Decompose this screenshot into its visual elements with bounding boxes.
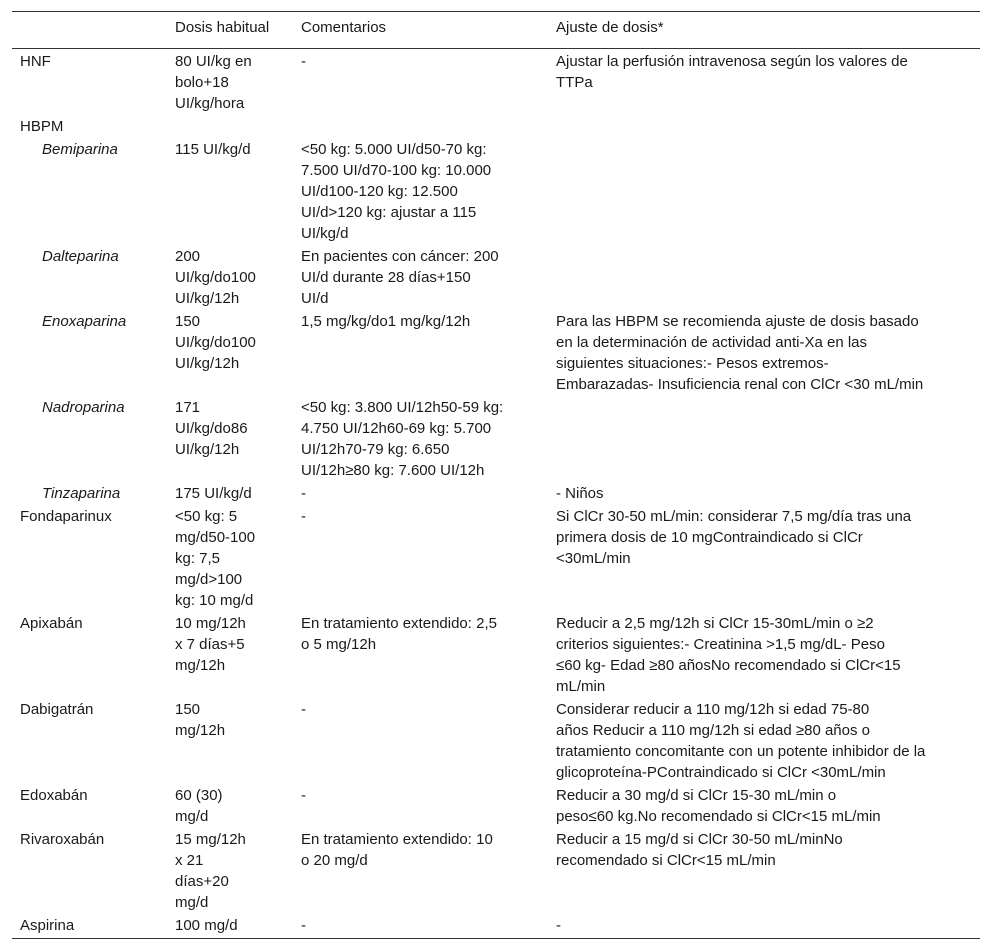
header-drug <box>12 12 167 49</box>
dose-adjustment: Reducir a 15 mg/d si ClCr 30-50 mL/minNo recomendado si ClCr<15 mL/min <box>556 831 843 869</box>
table-row <box>12 395 980 481</box>
header-usual-dose: Dosis habitual <box>167 12 293 49</box>
comments: - <box>301 787 306 804</box>
comments: - <box>301 485 306 502</box>
comments: En tratamiento extendido: 2,5 o 5 mg/12h <box>301 615 497 653</box>
comments: - <box>301 53 306 70</box>
usual-dose: 115 UI/kg/d <box>175 141 251 158</box>
usual-dose: 10 mg/12h x 7 días+5 mg/12h <box>175 615 246 674</box>
drug-name: Nadroparina <box>42 399 125 416</box>
table-row <box>12 244 980 309</box>
usual-dose: 150 mg/12h <box>175 701 226 739</box>
usual-dose: 200 UI/kg/do100 UI/kg/12h <box>175 248 256 307</box>
comments: En tratamiento extendido: 10 o 20 mg/d <box>301 831 493 869</box>
table-row <box>12 137 980 244</box>
dose-adjustment: Si ClCr 30-50 mL/min: considerar 7,5 mg/día tras una primera dosis de 10 mgContraindicado si ClCr <30mL/min <box>556 508 912 567</box>
drug-name: HNF <box>20 53 51 70</box>
dose-adjustment: Reducir a 2,5 mg/12h si ClCr 15-30mL/min o ≥2 criterios siguientes:- Creatinina >1,5 mg/dL- Peso ≤60 kg- Edad ≥80 añosNo recomendado si ClCr<15 mL/min <box>556 615 901 695</box>
usual-dose: 80 UI/kg en bolo+18 UI/kg/hora <box>175 53 252 112</box>
table-row <box>12 309 980 395</box>
usual-dose: 171 UI/kg/do86 UI/kg/12h <box>175 399 248 458</box>
header-dose-adjustment: Ajuste de dosis* <box>548 12 980 49</box>
comments: <50 kg: 3.800 UI/12h50-59 kg: 4.750 UI/12h60-69 kg: 5.700 UI/12h70-79 kg: 6.650 UI/12h≥80 kg: 7.600 UI/12h <box>301 399 504 479</box>
comments <box>293 114 548 137</box>
drug-name: Fondaparinux <box>20 508 112 525</box>
usual-dose: 60 (30) mg/d <box>175 787 223 825</box>
table-row <box>12 697 980 783</box>
usual-dose: 175 UI/kg/d <box>175 485 252 502</box>
comments: En pacientes con cáncer: 200 UI/d durante 28 días+150 UI/d <box>301 248 499 307</box>
table-row <box>12 504 980 611</box>
table-row <box>12 783 980 827</box>
dose-adjustment: Considerar reducir a 110 mg/12h si edad 75-80 años Reducir a 110 mg/12h si edad ≥80 años o tratamiento concomitante con un potente inhibidor de la glicoproteína-PContraindicado si ClCr <30mL/min <box>556 701 926 781</box>
usual-dose: 15 mg/12h x 21 días+20 mg/d <box>175 831 246 911</box>
dose-adjustment: Reducir a 30 mg/d si ClCr 15-30 mL/min o peso≤60 kg.No recomendado si ClCr<15 mL/min <box>556 787 881 825</box>
table-row <box>12 827 980 913</box>
drug-name: Dalteparina <box>42 248 119 265</box>
dose-adjustment: - Niños <box>556 485 604 502</box>
dose-adjustment: - <box>548 913 980 939</box>
drug-name: Dabigatrán <box>20 701 94 718</box>
usual-dose: <50 kg: 5 mg/d50-100 kg: 7,5 mg/d>100 kg: 10 mg/d <box>175 508 256 609</box>
table-row <box>12 49 980 115</box>
usual-dose <box>167 114 293 137</box>
drug-name: Aspirina <box>12 913 167 939</box>
table-row <box>12 481 980 504</box>
drug-group-name: HBPM <box>20 118 64 135</box>
drug-name: Enoxaparina <box>42 313 127 330</box>
table-row <box>12 611 980 697</box>
anticoagulant-dosing-table <box>12 11 980 939</box>
dose-adjustment <box>548 244 980 309</box>
dose-adjustment <box>548 114 980 137</box>
drug-name: Rivaroxabán <box>20 831 105 848</box>
drug-name: Bemiparina <box>42 141 118 158</box>
header-row <box>12 12 980 49</box>
drug-name: Tinzaparina <box>42 485 121 502</box>
usual-dose: 100 mg/d <box>167 913 293 939</box>
drug-name: Edoxabán <box>20 787 88 804</box>
comments: <50 kg: 5.000 UI/d50-70 kg: 7.500 UI/d70-100 kg: 10.000 UI/d100-120 kg: 12.500 UI/d>120 kg: ajustar a 115 UI/kg/d <box>301 141 492 242</box>
usual-dose: 150 UI/kg/do100 UI/kg/12h <box>175 313 256 372</box>
dose-adjustment <box>548 395 980 481</box>
dose-adjustment <box>548 137 980 244</box>
dose-adjustment: Ajustar la perfusión intravenosa según los valores de TTPa <box>556 53 908 91</box>
comments: 1,5 mg/kg/do1 mg/kg/12h <box>301 313 471 330</box>
header-comments: Comentarios <box>293 12 548 49</box>
comments: - <box>301 508 306 525</box>
dose-adjustment: Para las HBPM se recomienda ajuste de dosis basado en la determinación de actividad anti-Xa en las siguientes situaciones:- Pesos extremos- Embarazadas- Insuficiencia renal con ClCr <30 mL/min <box>556 313 924 393</box>
comments: - <box>301 701 306 718</box>
comments: - <box>293 913 548 939</box>
table-row <box>12 114 980 137</box>
drug-name: Apixabán <box>20 615 83 632</box>
table-row <box>12 913 980 939</box>
